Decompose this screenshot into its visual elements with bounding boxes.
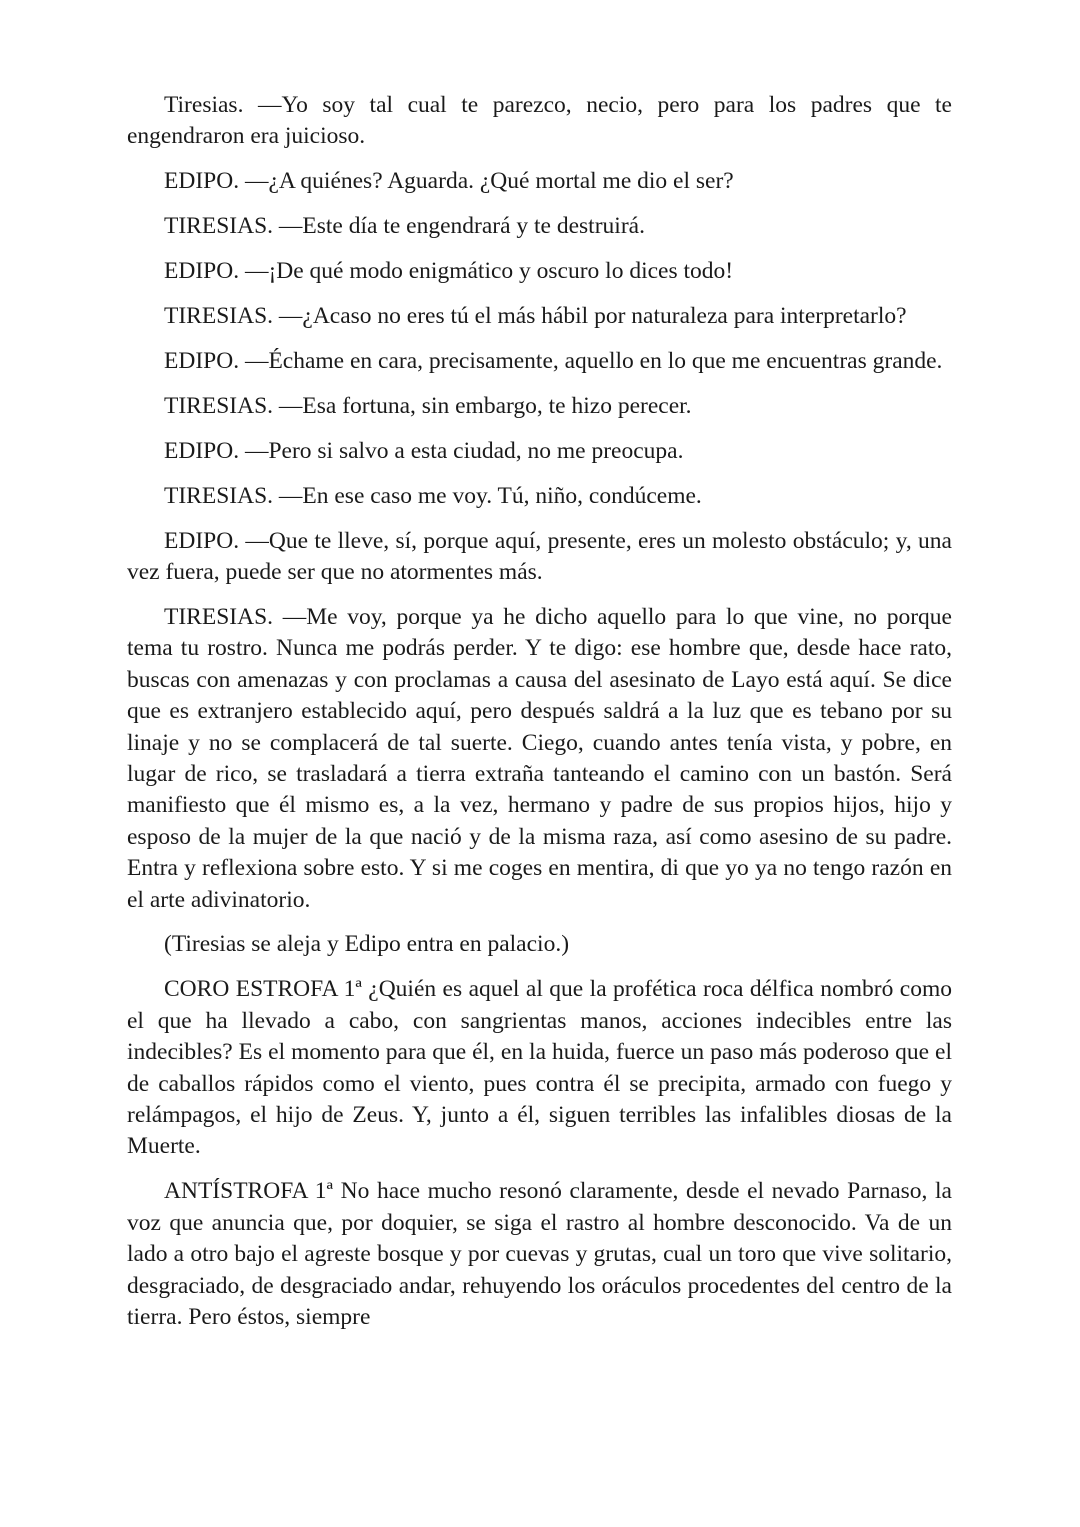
paragraph-tiresias-3: TIRESIAS. —¿Acaso no eres tú el más hábil por naturaleza para interpretarlo? — [164, 303, 907, 330]
paragraph-coro-estrofa: CORO ESTROFA 1ª ¿Quién es aquel al que la profética roca délfica nombró como el que ha llevado a cabo, con sangrientas manos, acciones indecibles entre las indecibles? Es el momento para que él, en la huida, fuerce un paso más poderoso que el de caballos rápidos como el viento, pues contra él se precipita, armado con fuego y relámpagos, el hijo de Zeus. Y, junto a él, siguen terribles las infalibles diosas de la Muerte. — [127, 976, 952, 1160]
paragraph-tiresias-6: TIRESIAS. —Me voy, porque ya he dicho aquello para lo que vine, no porque tema tu rostro. Nunca me podrás perder. Y te digo: ese hombre que, desde hace rato, buscas con amenazas y con proclamas a causa del asesinato de Layo está aquí. Se dice que es extranjero establecido aquí, pero después saldrá a la luz que es tebano por su linaje y no se complacerá de tal suerte. Ciego, cuando antes tenía vista, y pobre, en lugar de rico, se trasladará a tierra extraña tanteando el camino con un bastón. Será manifiesto que él mismo es, a la vez, hermano y padre de sus propios hijos, hijo y esposo de la mujer de la que nació y de la misma raza, así como asesino de su padre. Entra y reflexiona sobre esto. Y si me coges en mentira, di que yo ya no tengo razón en el arte adivinatorio. — [127, 603, 952, 913]
document-page — [127, 90, 952, 1347]
paragraph-tiresias-4: TIRESIAS. —Esa fortuna, sin embargo, te hizo perecer. — [164, 392, 692, 419]
paragraph-tiresias-1: Tiresias. —Yo soy tal cual te parezco, necio, pero para los padres que te engendraron era juicioso. — [127, 92, 952, 150]
stage-direction: (Tiresias se aleja y Edipo entra en palacio.) — [164, 931, 570, 958]
paragraph-antistrofa: ANTÍSTROFA 1ª No hace mucho resonó claramente, desde el nevado Parnaso, la voz que anuncia que, por doquier, se siga el rastro al hombre desconocido. Va de un lado a otro bajo el agreste bosque y por cuevas y grutas, cual un toro que vive solitario, desgraciado, de desgraciado andar, rehuyendo los oráculos procedentes del centro de la tierra. Pero éstos, siempre — [127, 1178, 952, 1330]
paragraph-edipo-1: EDIPO. —¿A quiénes? Aguarda. ¿Qué mortal me dio el ser? — [164, 168, 734, 195]
paragraph-edipo-4: EDIPO. —Pero si salvo a esta ciudad, no me preocupa. — [164, 437, 684, 464]
paragraph-edipo-2: EDIPO. —¡De qué modo enigmático y oscuro lo dices todo! — [164, 258, 734, 285]
paragraph-edipo-3: EDIPO. —Échame en cara, precisamente, aquello en lo que me encuentras grande. — [164, 347, 943, 374]
paragraph-edipo-5: EDIPO. —Que te lleve, sí, porque aquí, presente, eres un molesto obstáculo; y, una vez fuera, puede ser que no atormentes más. — [127, 527, 952, 585]
paragraph-tiresias-5: TIRESIAS. —En ese caso me voy. Tú, niño, condúceme. — [164, 482, 702, 509]
paragraph-tiresias-2: TIRESIAS. —Este día te engendrará y te destruirá. — [164, 213, 645, 240]
